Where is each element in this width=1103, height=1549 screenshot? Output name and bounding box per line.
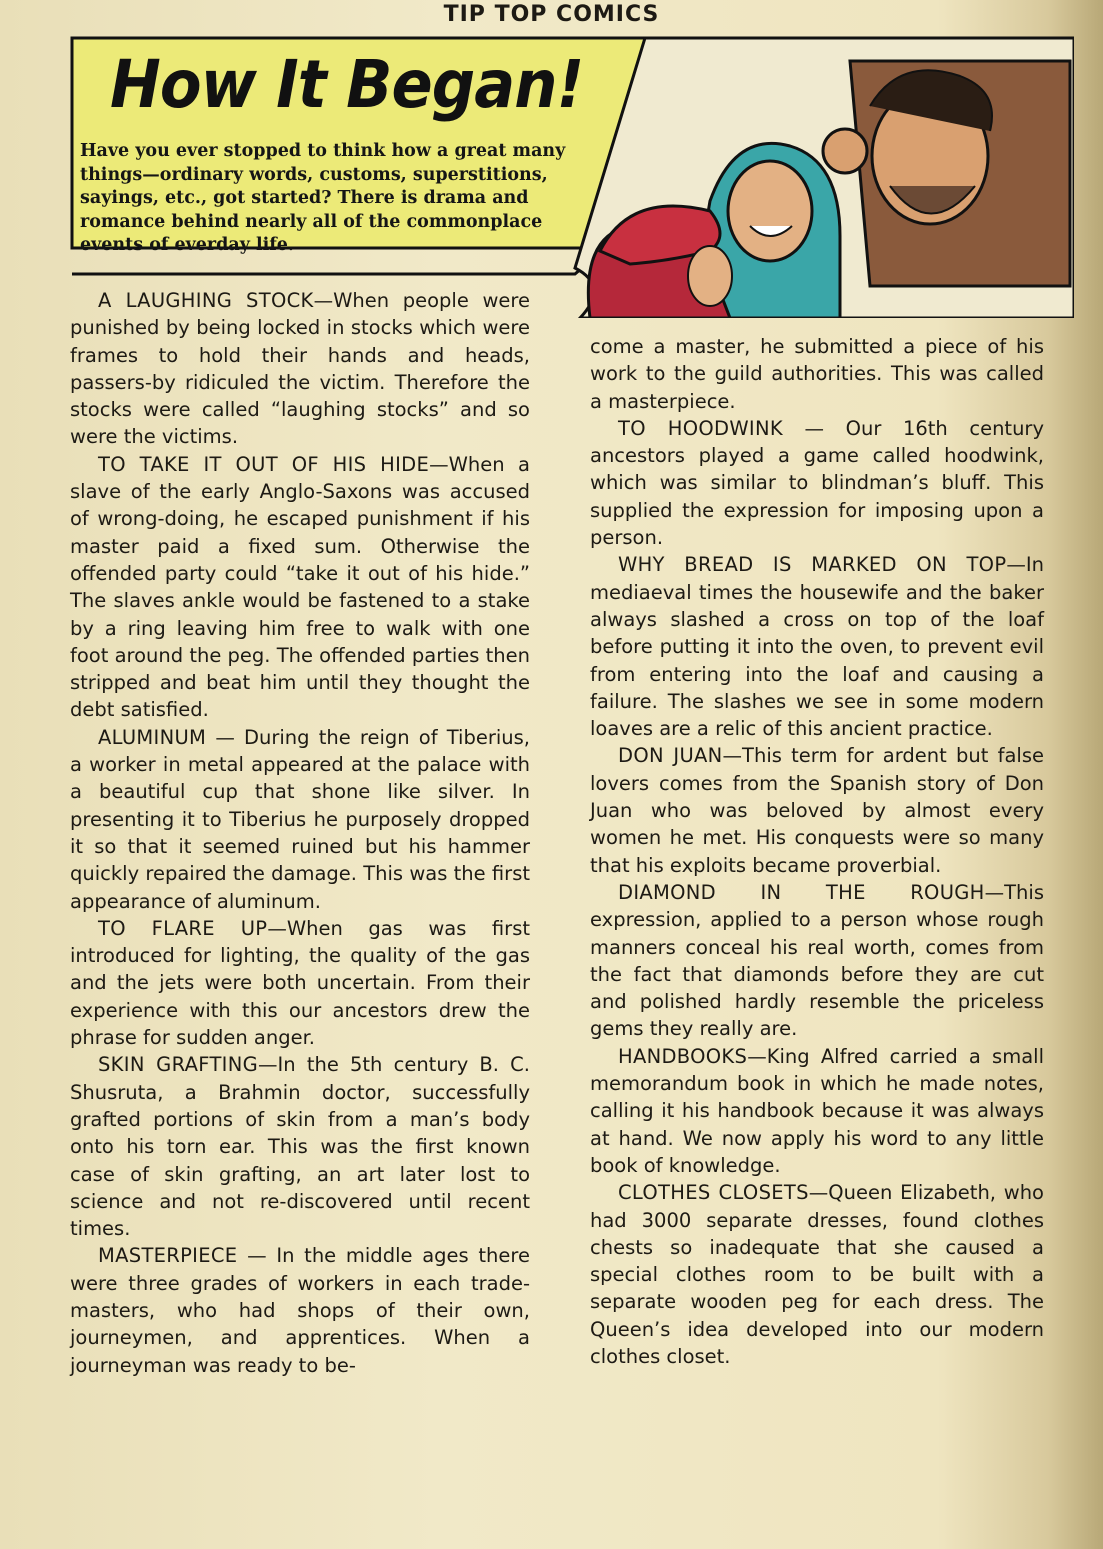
stocks-prisoner-and-onlookers-illustration <box>575 38 1074 318</box>
article-body: When gas was first introduced for lighting, the quality of the gas and the jets were both uncertain. From their experience with this our ancestors drew the phrase for sudden anger. <box>70 916 530 1050</box>
title-banner <box>70 36 1074 318</box>
article-heading: HANDBOOKS <box>618 1044 748 1068</box>
article-body: King Alfred carried a small memorandum book in which he made notes, calling it his handbook because it was always at hand. We now apply his word to any little book of knowledge. <box>590 1044 1044 1177</box>
article-body: In the 5th century B. C. Shusruta, a Brahmin doctor, successfully grafted portions of skin from a man’s body onto his torn ear. This was the first known case of skin grafting, an art later lost to science and not re-discovered until recent times. <box>70 1053 530 1241</box>
article-heading: CLOTHES CLOSETS <box>618 1181 809 1205</box>
article-heading: TO FLARE UP <box>98 916 268 940</box>
article: HANDBOOKS—King Alfred carried a small memorandum book in which he made notes, calling it his handbook because it was always at hand. We now apply his word to any little book of knowledge. <box>590 1044 1044 1177</box>
article: A LAUGHING STOCK—When people were punished by being locked in stocks which were frames to hold their hands and heads, passers-by ridiculed the victim. Therefore the stocks were called “laughing stocks” and so were the victims. <box>70 289 530 449</box>
article-heading: SKIN GRAFTING <box>98 1053 259 1077</box>
article-body: This term for ardent but false lovers comes from the Spanish story of Don Juan who was beloved by almost every women he met. His conquests were so many that his exploits became proverbial. <box>590 744 1044 877</box>
article-body: When people were punished by being locked in stocks which were frames to hold their hands and heads, passers-by ridiculed the victim. Therefore the stocks were called “laughing stocks” and so were the victims. <box>70 289 530 449</box>
article: DON JUAN—This term for ardent but false lovers comes from the Spanish story of Don Juan who was beloved by almost every women he met. His conquests were so many that his exploits became proverbial. <box>590 744 1044 877</box>
article-heading: DON JUAN <box>618 744 723 768</box>
article-body: In the middle ages there were three grades of workers in each trade-masters, who had shops of their own, journeymen, and apprentices. When a journeyman was ready to be- <box>70 1244 530 1377</box>
article-heading: MASTERPIECE <box>98 1244 238 1268</box>
article-heading: ALUMINUM <box>98 725 207 749</box>
article-heading: A LAUGHING STOCK <box>98 289 314 312</box>
article-body: Our 16th century ancestors played a game called hoodwink, which was similar to blindman’s bluff. This supplied the expression for imposing upon a person. <box>590 416 1044 550</box>
article: TO FLARE UP—When gas was first introduced for lighting, the quality of the gas and the jets were both uncertain. From their experience with this our ancestors drew the phrase for sudden anger. <box>70 916 530 1050</box>
article: TO HOODWINK — Our 16th century ancestors played a game called hoodwink, which was similar to blindman’s bluff. This supplied the expression for imposing upon a person. <box>590 416 1044 550</box>
article-heading: TO HOODWINK <box>618 416 783 440</box>
article-heading: DIAMOND IN THE ROUGH <box>618 880 985 904</box>
article: TO TAKE IT OUT OF HIS HIDE—When a slave of the early Anglo-Saxons was accused of wrong-doing, he escaped punishment if his master paid a fixed sum. Otherwise the offended party could “take it out of his hide.” The slaves ankle would be fastened to a stake by a ring leaving him free to walk with one foot around the peg. The offended parties then stripped and beat him until they thought the debt satisfied. <box>70 452 530 722</box>
article: SKIN GRAFTING—In the 5th century B. C. Shusruta, a Brahmin doctor, successfully grafted portions of skin from a man’s body onto his torn ear. This was the first known case of skin grafting, an art later lost to science and not re-discovered until recent times. <box>70 1053 530 1241</box>
banner-lower-rule <box>72 268 582 274</box>
article-heading: WHY BREAD IS MARKED ON TOP <box>618 553 1007 577</box>
article: ALUMINUM — During the reign of Tiberius, a worker in metal appeared at the palace with a beautiful cup that shone like silver. In presenting it to Tiberius he purposely dropped it so that it seemed ruined but his hammer quickly repaired the damage. This was the first appearance of aluminum. <box>70 725 530 913</box>
article-body: This expression, applied to a person whose rough manners conceal his real worth, comes from the fact that diamonds before they are cut and polished hardly resemble the priceless gems they really are. <box>590 880 1044 1041</box>
article-body: When a slave of the early Anglo-Saxons was accused of wrong-doing, he escaped punishment if his master paid a fixed sum. Otherwise the offended party could “take it out of his hide.” The slaves ankle would be fastened to a stake by a ring leaving him free to walk with one foot around the peg. The offended parties then stripped and beat him until they thought the debt satisfied. <box>70 452 530 722</box>
article: DIAMOND IN THE ROUGH—This expression, applied to a person whose rough manners conceal his real worth, comes from the fact that diamonds before they are cut and polished hardly resemble the priceless gems they really are. <box>590 880 1044 1041</box>
masthead: TIP TOP COMICS <box>443 2 660 27</box>
banner-title: How It Began! <box>110 46 584 123</box>
article-body: During the reign of Tiberius, a worker in metal appeared at the palace with a beautiful cup that shone like silver. In presenting it to Tiberius he purposely dropped it so that it seemed ruined but his hammer quickly repaired the damage. This was the first appearance of aluminum. <box>70 725 530 913</box>
article-heading: TO TAKE IT OUT OF HIS HIDE <box>98 452 430 476</box>
right-column <box>590 333 1044 1370</box>
prisoner-fist <box>823 129 867 173</box>
article-continuation: come a master, he submitted a piece of his work to the guild authorities. This was called a masterpiece. <box>590 335 1044 413</box>
article: CLOTHES CLOSETS—Queen Elizabeth, who had 3000 separate dresses, found clothes chests so inadequate that she caused a special clothes room to be built with a separate wooden peg for each dress. The Queen’s idea developed into our modern clothes closet. <box>590 1181 1044 1368</box>
article: MASTERPIECE — In the middle ages there were three grades of workers in each trade-masters, who had shops of their own, journeymen, and apprentices. When a journeyman was ready to be- <box>70 1244 530 1377</box>
left-column <box>70 287 530 1379</box>
banner-intro: Have you ever stopped to think how a great many things—ordinary words, customs, superstitions, sayings, etc., got started? There is drama and romance behind nearly all of the commonplace events of everday life. <box>80 141 566 255</box>
article: WHY BREAD IS MARKED ON TOP—In mediaeval times the housewife and the baker always slashed a cross on top of the loaf before putting it into the oven, to prevent evil from entering into the loaf and causing a failure. The slashes we see in some modern loaves are a relic of this ancient practice. <box>590 553 1044 741</box>
article-body: Queen Elizabeth, who had 3000 separate dresses, found clothes chests so inadequate that she caused a special clothes room to be built with a separate wooden peg for each dress. The Queen’s idea developed into our modern clothes closet. <box>590 1181 1044 1368</box>
article-body: In mediaeval times the housewife and the baker always slashed a cross on top of the loaf before putting it into the oven, to prevent evil from entering into the loaf and causing a failure. The slashes we see in some modern loaves are a relic of this ancient practice. <box>590 553 1044 741</box>
